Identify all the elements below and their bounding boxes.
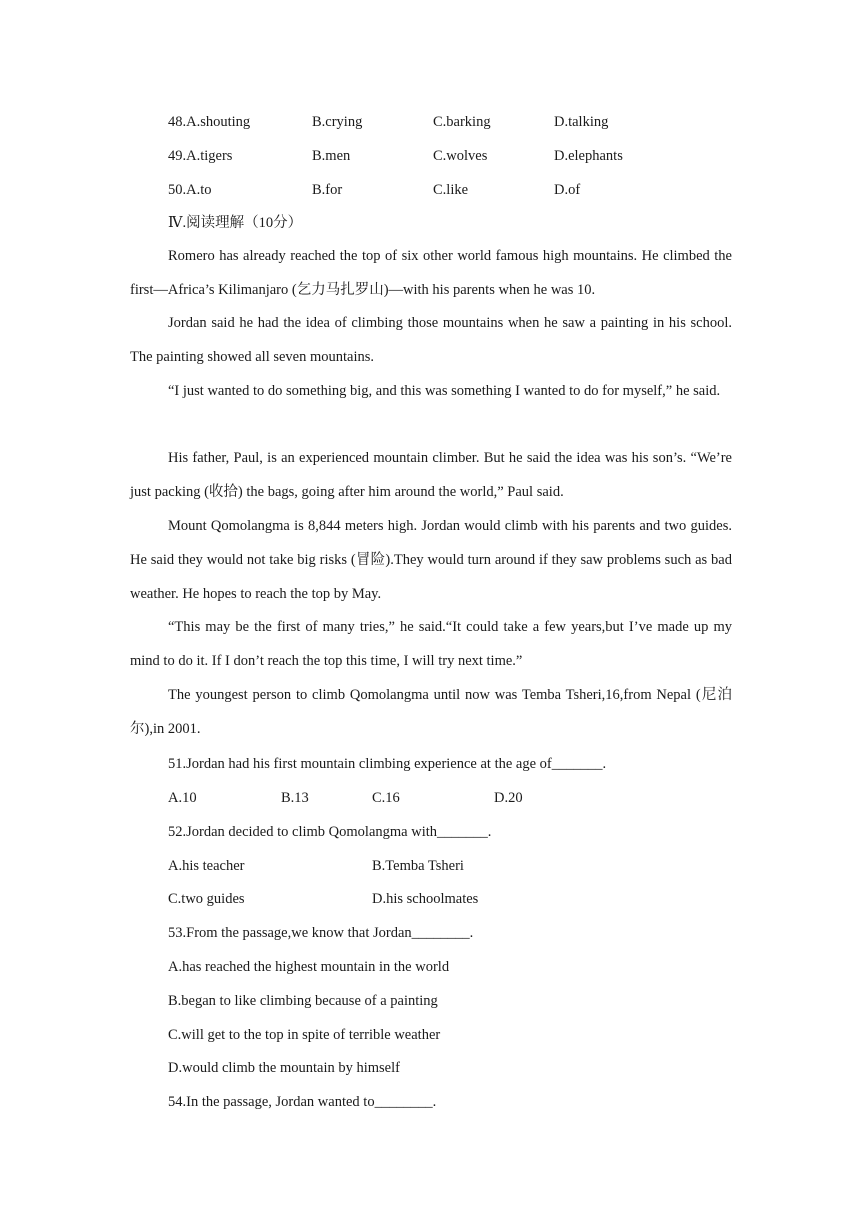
q53-option-b: B.began to like climbing because of a painting (168, 993, 438, 1009)
option-48-a: 48.A.shouting (168, 114, 251, 130)
q53-option-c: C.will get to the top in spite of terrible weather (168, 1027, 441, 1043)
q51-option-c: C.16 (372, 790, 400, 806)
option-50-a: 50.A.to (168, 182, 212, 198)
passage-paragraph-3: “I just wanted to do something big, and this was something I wanted to do for myself,” he said. (168, 383, 721, 399)
option-49-d: D.elephants (554, 148, 623, 164)
question-51-stem: 51.Jordan had his first mountain climbing experience at the age of_______. (168, 756, 607, 772)
q52-option-c: C.two guides (168, 891, 245, 907)
option-48-d: D.talking (554, 114, 609, 130)
q51-option-d: D.20 (494, 790, 523, 806)
q53-option-d: D.would climb the mountain by himself (168, 1060, 400, 1076)
option-49-b: B.men (312, 148, 351, 164)
question-53-stem: 53.From the passage,we know that Jordan________. (168, 925, 474, 941)
option-50-d: D.of (554, 182, 581, 198)
section-heading: Ⅳ.阅读理解（10分） (168, 215, 303, 231)
passage-paragraph-1: Romero has already reached the top of six other world famous high mountains. He climbed the first—Africa’s Kilimanjaro (乞力马扎罗山)—with his parents when he was 10. (130, 248, 732, 298)
passage-paragraph-5: Mount Qomolangma is 8,844 meters high. Jordan would climb with his parents and two guides. He said they would not take big risks (冒险).They would turn around if they saw problems such as bad weather. He hopes to reach the top by May. (130, 518, 732, 602)
question-54-stem: 54.In the passage, Jordan wanted to________. (168, 1094, 437, 1110)
passage-paragraph-7: The youngest person to climb Qomolangma until now was Temba Tsheri,16,from Nepal (尼泊尔),in 2001. (130, 687, 732, 737)
q52-option-a: A.his teacher (168, 858, 245, 874)
q51-option-a: A.10 (168, 790, 197, 806)
q52-option-b: B.Temba Tsheri (372, 858, 464, 874)
passage-paragraph-4: His father, Paul, is an experienced mountain climber. But he said the idea was his son’s. “We’re just packing (收拾) the bags, going after him around the world,” Paul said. (130, 450, 732, 500)
q51-option-b: B.13 (281, 790, 309, 806)
option-48-b: B.crying (312, 114, 363, 130)
q52-option-d: D.his schoolmates (372, 891, 479, 907)
option-50-b: B.for (312, 182, 343, 198)
option-49-c: C.wolves (433, 148, 488, 164)
passage-paragraph-6: “This may be the first of many tries,” he said.“It could take a few years,but I’ve made up my mind to do it. If I don’t reach the top this time, I will try next time.” (130, 619, 732, 669)
passage-paragraph-2: Jordan said he had the idea of climbing those mountains when he saw a painting in his school. The painting showed all seven mountains. (130, 315, 732, 365)
option-49-a: 49.A.tigers (168, 148, 233, 164)
option-50-c: C.like (433, 182, 469, 198)
question-52-stem: 52.Jordan decided to climb Qomolangma with_______. (168, 824, 492, 840)
q53-option-a: A.has reached the highest mountain in the world (168, 959, 450, 975)
option-48-c: C.barking (433, 114, 491, 130)
